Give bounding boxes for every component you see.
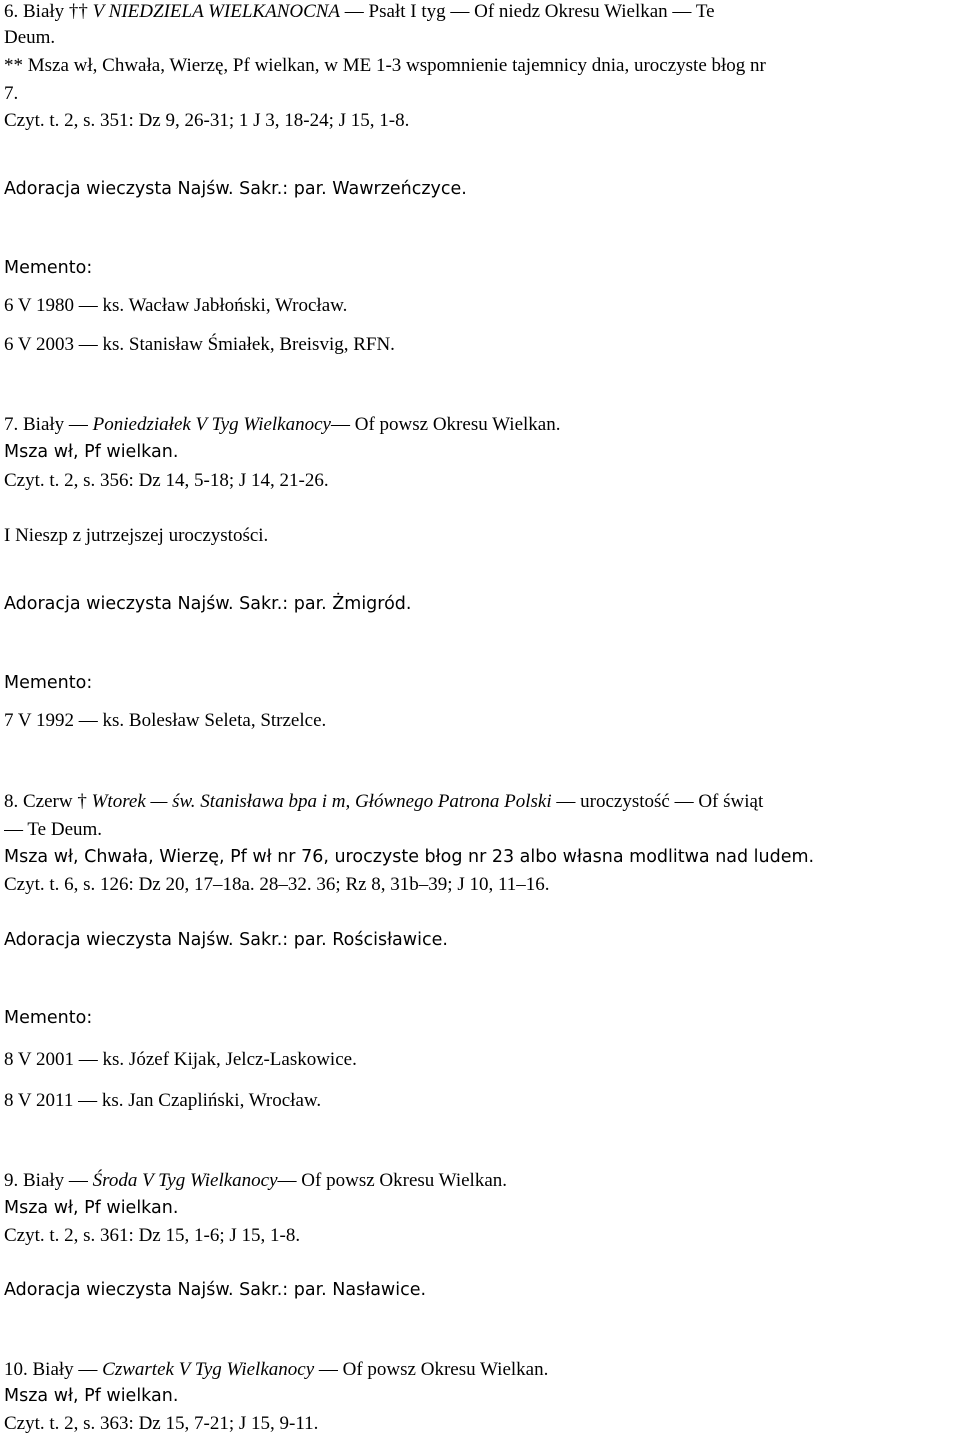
entry-9-adoration: Adoracja wieczysta Najśw. Sakr.: par. Nasławice.: [4, 1280, 427, 1300]
entry-9-heading: 9. Biały — Środa V Tyg Wielkanocy— Of powsz Okresu Wielkan.: [4, 1170, 508, 1191]
entry-7-memento-label: Memento:: [4, 673, 93, 693]
entry-7-memento-item: 7 V 1992 — ks. Bolesław Seleta, Strzelce.: [4, 710, 327, 731]
entry-9-mass: Msza wł, Pf wielkan.: [4, 1198, 179, 1218]
feast-name: Środa V Tyg Wielkanocy: [92, 1170, 278, 1191]
entry-8-memento-item: 8 V 2001 — ks. Józef Kijak, Jelcz-Laskowice.: [4, 1049, 357, 1070]
entry-8-adoration: Adoracja wieczysta Najśw. Sakr.: par. Rościsławice.: [4, 930, 448, 950]
entry-6-heading-cont: Deum.: [4, 27, 56, 48]
entry-8-heading: 8. Czerw † Wtorek — św. Stanisława bpa i m, Głównego Patrona Polski — uroczystość — Of świąt: [4, 791, 764, 812]
feast-name: Czwartek V Tyg Wielkanocy: [102, 1359, 315, 1380]
entry-10-mass: Msza wł, Pf wielkan.: [4, 1386, 179, 1406]
entry-6-memento-label: Memento:: [4, 258, 93, 278]
feast-name: V NIEDZIELA WIELKANOCNA: [92, 1, 341, 22]
feast-name: Poniedziałek V Tyg Wielkanocy: [92, 414, 331, 435]
entry-6-readings: Czyt. t. 2, s. 351: Dz 9, 26-31; 1 J 3, 18-24; J 15, 1-8.: [4, 110, 410, 131]
entry-6-adoration: Adoracja wieczysta Najśw. Sakr.: par. Wawrzeńczyce.: [4, 179, 467, 199]
entry-7-mass: Msza wł, Pf wielkan.: [4, 442, 179, 462]
entry-8-memento-item: 8 V 2011 — ks. Jan Czapliński, Wrocław.: [4, 1090, 322, 1111]
entry-6-heading: 6. Biały †† V NIEDZIELA WIELKANOCNA — Psałt I tyg — Of niedz Okresu Wielkan — Te: [4, 1, 715, 22]
entry-7-heading: 7. Biały — Poniedziałek V Tyg Wielkanocy— Of powsz Okresu Wielkan.: [4, 414, 561, 435]
entry-9-readings: Czyt. t. 2, s. 361: Dz 15, 1-6; J 15, 1-8.: [4, 1225, 301, 1246]
entry-8-memento-label: Memento:: [4, 1008, 93, 1028]
entry-6-mass-cont: 7.: [4, 83, 19, 104]
entry-6-mass: ** Msza wł, Chwała, Wierzę, Pf wielkan, w ME 1-3 wspomnienie tajemnicy dnia, uroczyste błog nr: [4, 55, 766, 76]
entry-6-memento-item: 6 V 2003 — ks. Stanisław Śmiałek, Breisvig, RFN.: [4, 334, 395, 355]
entry-10-heading: 10. Biały — Czwartek V Tyg Wielkanocy — Of powsz Okresu Wielkan.: [4, 1359, 549, 1380]
entry-7-adoration: Adoracja wieczysta Najśw. Sakr.: par. Żmigród.: [4, 594, 412, 614]
entry-8-mass: Msza wł, Chwała, Wierzę, Pf wł nr 76, uroczyste błog nr 23 albo własna modlitwa nad ludem.: [4, 847, 815, 867]
entry-6-memento-item: 6 V 1980 — ks. Wacław Jabłoński, Wrocław.: [4, 295, 348, 316]
entry-10-readings: Czyt. t. 2, s. 363: Dz 15, 7-21; J 15, 9-11.: [4, 1413, 319, 1434]
entry-8-readings: Czyt. t. 6, s. 126: Dz 20, 17–18a. 28–32. 36; Rz 8, 31b–39; J 10, 11–16.: [4, 874, 550, 895]
entry-7-vespers: I Nieszp z jutrzejszej uroczystości.: [4, 525, 269, 546]
feast-name: Wtorek — św. Stanisława bpa i m, Głównego Patrona Polski: [91, 791, 552, 812]
entry-7-readings: Czyt. t. 2, s. 356: Dz 14, 5-18; J 14, 21-26.: [4, 470, 329, 491]
entry-8-heading-cont: — Te Deum.: [4, 819, 103, 840]
